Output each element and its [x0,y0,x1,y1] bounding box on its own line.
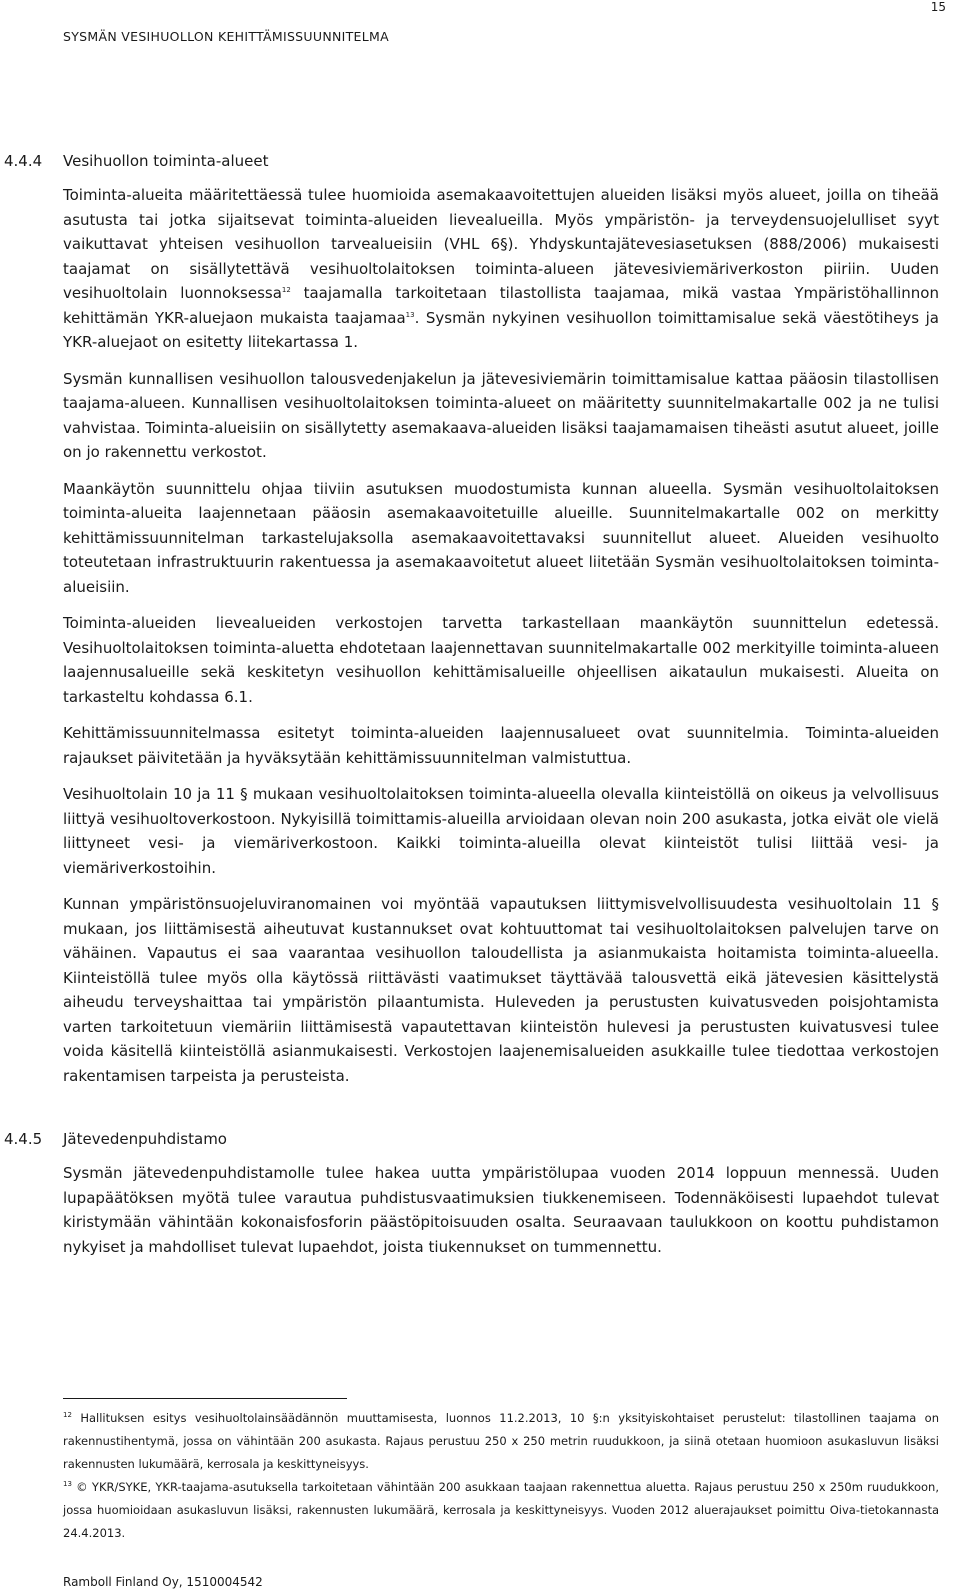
footnote-12 [63,1407,939,1476]
footnote-divider [63,1398,347,1399]
footnote-mark: 12 [63,1411,72,1419]
footnote-ref-13[interactable]: 13 [405,310,415,319]
paragraph: Kehittämissuunnitelmassa esitetyt toiminta-alueiden laajennusalueet ovat suunnitelmia. Toiminta-alueiden rajaukset päivitetään ja hyväksytään kehittämissuunnitelman valmistuttua. [63,724,939,767]
footnote-ref-12[interactable]: 12 [281,286,291,294]
paragraph: Kunnan ympäristönsuojeluviranomainen voi myöntää vapautuksen liittymisvelvollisuudesta vesihuoltolain 11 § mukaan, jos liittämisestä aiheutuvat kustannukset ovat kohtuuttomat tai vesihuoltolaitoksen palvelujen tarve on vähäinen. Vapautus ei saa vaarantaa vesihuollon taloudellista ja asianmukaista hoitamista toiminta-alueella. Kiinteistöllä tulee myös olla käytössä riittävästi vaatimukset täyttävää talousvettä eikä jätevesien käsittelystä aiheudu terveyshaittaa tai ympäristön pilaantumista. Huleveden ja perustusten kuivatusveden poisjohtamista varten tarkoitetuun viemäriin liittämisestä vapautettavan kiinteistön hulevesi ja perustusten kuivatusvesi tulee voida käsitellä kiinteistöllä asianmukaisesti. Verkostojen laajenemisalueiden asukkaille tulee tiedottaa verkostojen rakentamisen tarpeista ja perusteista. [63,895,939,1085]
section-number: 4.4.4 [4,152,43,170]
running-header: SYSMÄN VESIHUOLLON KEHITTÄMISSUUNNITELMA [63,29,389,44]
paragraph: Sysmän kunnallisen vesihuollon talousvedenjakelun ja jätevesiviemärin toimittamisalue kattaa pääosin tilastollisen taajama-alueen. Kunnallisen vesihuoltolaitoksen toiminta-alueet on määritetty suunnitelmakartalle 002 ja ne tulisi vahvistaa. Toiminta-alueisiin on sisällytetty asemakaava-alueiden lisäksi taajamamaisen tiheästi asutut alueet, joille on jo rakennettu verkostot. [63,369,939,461]
section-body-4-4-4 [63,183,939,1100]
footnotes [63,1407,939,1545]
footnote-mark: 13 [63,1480,72,1488]
copyright-icon: © [76,1480,88,1494]
paragraph: Toiminta-alueiden lievealueiden verkostojen tarvetta tarkastellaan maankäytön suunnittelun edetessä. Vesihuoltolaitoksen toiminta-aluetta ehdotetaan laajennettavan suunnitelmakartalle 002 merkityille toiminta-alueen laajennusalueille sekä keskitetyn vesihuollon kehittämisalueille ohjeellisen aikataulun mukaisesti. Alueita on tarkasteltu kohdassa 6.1. [63,614,939,706]
section-body-4-4-5 [63,1161,939,1271]
paragraph: Vesihuoltolain 10 ja 11 § mukaan vesihuoltolaitoksen toiminta-alueella olevalla kiinteistöllä on oikeus ja velvollisuus liittyä vesihuoltoverkostoon. Nykyisillä toimittamis-alueilla arvioidaan olevan noin 200 asukasta, jotka eivät ole vielä liittyneet vesi- ja viemäriverkostoon. Kaikki toiminta-alueilla olevat kiinteistöt tulisi liittää vesi- ja viemäriverkostoihin. [63,785,939,877]
paragraph: Maankäytön suunnittelu ohjaa tiiviin asutuksen muodostumista kunnan alueella. Sysmän vesihuoltolaitoksen toiminta-alueita laajennetaan pääosin asemakaavoitetuille alueille. Suunnitelmakartalle 002 on merkitty kehittämissuunnitelman tarkastelujaksolla asemakaavoitettavaksi suunnitellut alueet. Alueiden vesihuolto toteutetaan infrastruktuurin rakentuessa ja asemakaavoitetut alueet liitetään Sysmän vesihuoltolaitoksen toiminta-alueisiin. [63,479,939,596]
footnote-text: Hallituksen esitys vesihuoltolainsäädännön muuttamisesta, luonnos 11.2.2013, 10 §:n yksityiskohtaiset perustelut: tilastollinen taajama on rakennustihentymä, jossa on vähintään 200 asukasta. Rajaus perustuu 250 x 250 metrin ruudukkoon, ja siinä otetaan huomioon asukasluvun lisäksi rakennusten lukumäärä, kerrosala ja keskittyneisyys. [63,1411,939,1471]
paragraph-text: taajamalla tarkoitetaan tilastollista taajamaa, mikä vastaa Ympäristöhallinnon kehittämän YKR-aluejaon mukaista taajamaa [63,284,939,327]
paragraph-text: Toiminta-alueita määritettäessä tulee huomioida asemakaavoitettujen alueiden lisäksi myös alueet, joilla on tiheää asutusta tai jotka sijaitsevat toiminta-alueiden lievealueilla. Myös ympäristön- ja terveydensuojelulliset syyt vaikuttavat yhteisen vesihuollon tarvealueisiin (VHL 6§). Yhdyskuntajätevesiasetuksen (888/2006) mukaisesti taajamat on sisällytettävä vesihuoltolaitoksen toiminta-alueen jätevesiviemäriverkoston piiriin. Uuden vesihuoltolain luonnoksessa [63,186,939,302]
page-footer: Ramboll Finland Oy, 1510004542 [63,1575,263,1589]
paragraph: Sysmän jätevedenpuhdistamolle tulee hakea uutta ympäristölupaa vuoden 2014 loppuun mennessä. Uuden lupapäätöksen myötä tulee varautua puhdistusvaatimuksien tiukkenemiseen. Todennäköisesti lupaehdot tulevat kiristymään vähintään kokonaisfosforin päästöpitoisuuden osalta. Seuraavaan taulukkoon on koottu puhdistamon nykyiset ja mahdolliset tulevat lupaehdot, joista tiukennukset on tummennettu. [63,1164,939,1256]
section-number: 4.4.5 [4,1130,43,1148]
page-number: 15 [930,0,946,14]
paragraph-text: . Sysmän nykyinen vesihuollon toimittamisalue sekä väestötiheys ja YKR-aluejaot on esitetty liitekartassa 1. [63,308,939,351]
paragraph [63,183,939,355]
footnote-text: YKR/SYKE, YKR-taajama-asutuksella tarkoitetaan vähintään 200 asukkaan taajaan rakennettua aluetta. Rajaus perustuu 250 x 250m ruudukkoon, jossa huomioidaan asukasluvun lisäksi, rakennusten lukumäärä, kerrosala ja keskittyneisyys. Vuoden 2012 aluerajaukset poimittu Oiva-tietokannasta 24.4.2013. [63,1480,939,1540]
section-title: Vesihuollon toiminta-alueet [63,152,269,170]
section-title: Jätevedenpuhdistamo [63,1130,227,1148]
footnote-13 [63,1476,939,1545]
